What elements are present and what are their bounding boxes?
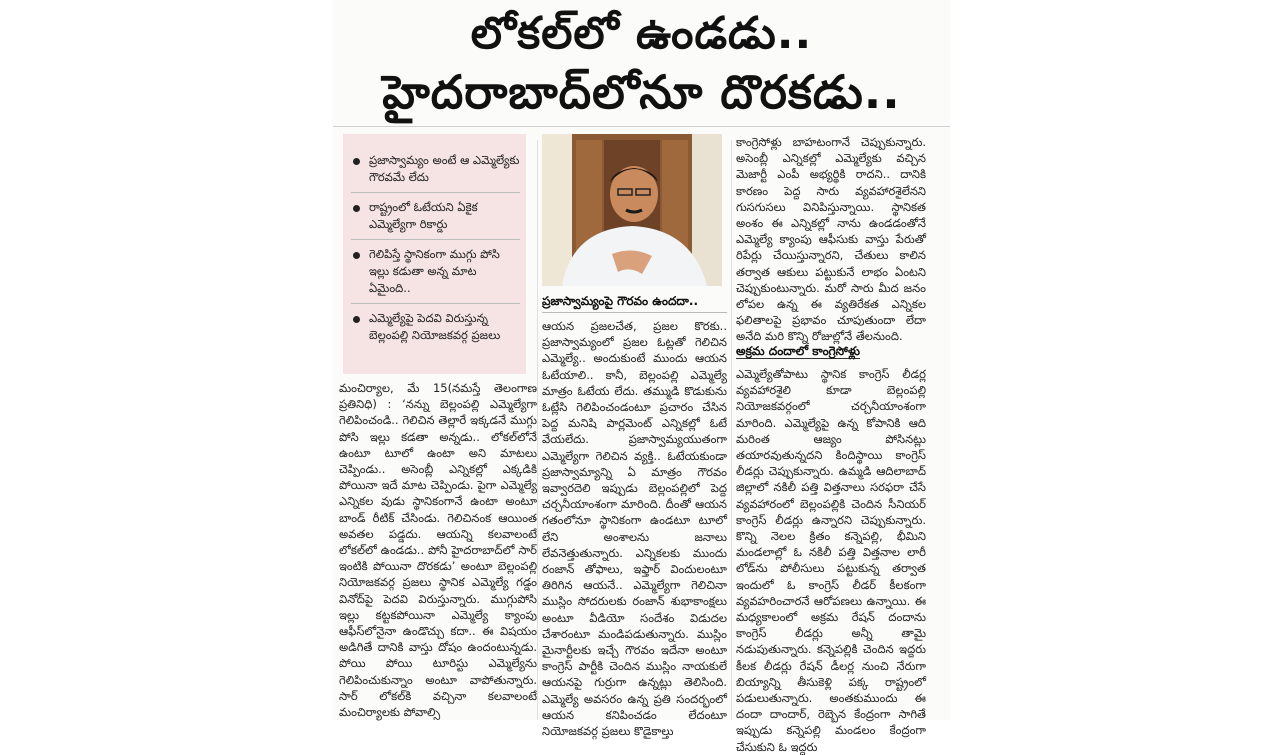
highlight-text: ప్రజాస్వామ్యం అంటే ఆ ఎమ్మెల్యేకు గౌరవమే లేదు: [369, 153, 520, 184]
photo-illustration: [542, 134, 722, 286]
subheading-text: అక్రమ దందాలో కాంగ్రెసోళ్లు: [736, 344, 860, 358]
article-paragraph: కాంగ్రెసోళ్లు బాహటంగానే చెప్పుకున్నారు. అసెంబ్లీ ఎన్నికల్లో ఎమ్మెల్యేకు వచ్చిన మెజార్టీ ఎంపీ అభ్యర్థికి రాదని.. దానికి కారణం పెద్ద సారు వ్యవహారశైలేనని గుసగుసలు వినిపిస్తున్నాయి. స్థానికత అంశం ఈ ఎన్నికల్లో నాను ఉండడంతోనే ఎమ్మెల్యే క్యాంపు ఆఫీసుకు వాస్తు పేరుతో రిపేర్లు చేయిస్తున్నారని, చేతులు కాలిన తర్వాత ఆకులు పట్టుకునే లాభం ఏంటని చెప్పుకుంటున్నారు. మరో సారు మీద జనం లోపల ఉన్న ఈ వ్యతిరేకత ఎన్నికల ఫలితాలపై ప్రభావం చూపుతుందా లేదా అనేది మరి కొన్ని రోజుల్లోనే తేలనుంది.: [736, 135, 926, 344]
article-column-3-bottom: [736, 366, 926, 754]
bullet-icon: [353, 316, 360, 323]
article-paragraph: మంచిర్యాల, మే 15(నమస్తే తెలంగాణ ప్రతినిధి) : ‘నన్ను బెల్లంపల్లి ఎమ్మెల్యేగా గెలిపించండి.. గెలిచిన తెల్లారే ఇక్కడనే ముగ్గు పోసి ఇల్లు కడతా అన్నడు.. లోకల్‌లోనే ఉంటూ టూలో ఉంటా అని మాటలు చెప్పిండు.. అసెంబ్లీ ఎన్నికల్లో ఎక్కడికి పోయినా ఇదే మాట చెప్పిండు. పైగా ఎమ్మెల్యే ఎన్నికల వుడు స్థానికంగానే ఉంటా అంటూ బాండ్ రీటిక్ చేసిండు. గెలిచినంక ఆయింత అవతల పడ్డదు. ఆయన్ని కలవాలంటే లోకల్‌లో ఉండడు.. పోనీ హైదరాబాద్‌లో సార్ ఇంటికి పోయినా దొరకడు’ అంటూ బెల్లంపల్లి నియోజకవర్గ ప్రజలు స్థానిక ఎమ్మెల్యే గడ్డం వినోద్‌పై పెదవి విరుస్తున్నారు. ముగ్గుపోసి ఇల్లు కట్టకపోయినా ఎమ్మెల్యే క్యాంపు ఆఫీస్‌లోనైనా ఉండొచ్చు కదా.. ఈ విషయం అడిగితే దానికి వాస్తు దోషం ఉందంటున్నడు. పోయి పోయి టూరిస్టు ఎమ్మెల్యేను గెలిపించుకున్నాం అంటూ వాపోతున్నారు. సార్ లోకల్‌కి వచ్చినా కలవాలంటే మంచిర్యాలకు పోవాల్సి: [339, 381, 537, 720]
bullet-icon: [353, 252, 360, 259]
article-column-1: [339, 380, 537, 720]
highlight-item: [351, 146, 520, 193]
article-column-2: [542, 318, 727, 739]
bullet-icon: [353, 205, 360, 212]
headline-divider: [333, 126, 950, 127]
highlight-text: గెలిపిస్తే స్థానికంగా ముగ్గు పోసి ఇల్లు కడుతా అన్న మాట ఏమైంది..: [369, 247, 500, 295]
headline-line-1: లోకల్‌లో ఉండడు..: [470, 8, 813, 59]
article-paragraph: ఎమ్మెల్యేతోపాటు స్థానిక కాంగ్రెస్ లీడర్ల వ్యవహారశైలి కూడా బెల్లంపల్లి నియోజకవర్గంలో చర్చనీయాంశంగా మారింది. ఎమ్మెల్యేపై ఉన్న కోపానికి ఆది మరింత ఆజ్యం పోసినట్లు తయారవుతున్నదని కిందిస్థాయి కాంగ్రెస్ లీడర్లు చెప్పుకున్నారు. ఉమ్మడి ఆదిలాబాద్ జిల్లాలో నకిలీ పత్తి విత్తనాలు సరఫరా చేసే వ్యవహారంలో బెల్లంపల్లికి చెందిన సీనియర్ కాంగ్రెస్ లీడర్లు ఉన్నారని చెప్పుకున్నారు. కొన్ని నెలల క్రితం కన్నెపల్లి, భీమిని మండలాల్లో ఓ నకిలీ పత్తి విత్తనాల లారీ లోడ్‌ను పోలీసులు పట్టుకున్న తర్వాత ఇందులో ఓ కాంగ్రెస్ లీడర్ కీలకంగా వ్యవహరించారనే ఆరోపణలు ఉన్నాయి. ఈ మధ్యకాలంలో అక్రమ రేషన్ దందాను కాంగ్రెస్ లీడర్లు అన్నీ తామై నడుపుతున్నారు. కన్నెపల్లికి చెందిన ఇద్దరు కీలక లీడర్లు రేషన్ డీలర్ల నుంచి నేరుగా బియ్యాన్ని తీసుకెళ్లి పక్క రాష్ట్రంలో పడులుతున్నారు. అంతకుముందు ఈ దందా దాందార్, రెబ్బెన కేంద్రంగా సాగితే ఇప్పుడు కన్నెపల్లి మండలం కేంద్రంగా చేసుకుని ఓ ఇద్దరు: [736, 367, 926, 754]
article-column-3-top: [736, 134, 926, 344]
highlight-item: [351, 304, 520, 350]
highlight-text: ఎమ్మెల్యేపై పెదవి విరుస్తున్న బెల్లంపల్లి నియోజకవర్గ ప్రజలు: [369, 311, 501, 342]
highlight-item: [351, 240, 520, 304]
article-paragraph: ఆయన ప్రజలచేత, ప్రజల కొరకు.. ప్రజాస్వామ్యంలో ప్రజల ఓట్లతో గెలిచిన ఎమ్మెల్యే.. అందుకుంటే ముందు ఆయన ఓటేయాలి.. కానీ, బెల్లంపల్లి ఎమ్మెల్యే మాత్రం ఓటేయ లేదు. తమ్ముడి కొడుకును ఓట్లేసి గెలిపించండంటూ ప్రచారం చేసిన పెద్ద మనిషి పార్లమెంట్ ఎన్నికల్లో ఓటే వేయలేదు. ప్రజాస్వామ్యయుతంగా ఎమ్మెల్యేగా గెలిచిన వ్యక్తి.. ఓటేయకుండా ప్రజాస్వామ్యాన్ని ఏ మాత్రం గౌరవం ఇవ్వారదెలి ఇప్పుడు బెల్లంపల్లిలో పెద్ద చర్చనీయాంశంగా మారింది. దీంతో ఆయన గతంలోనూ స్థానికంగా ఉండటూ టూలో లేని అంశాలను జనాలు లేవనెత్తుతున్నారు. ఎన్నికలకు ముందు రంజాన్ తోఫాలు, ఇఫ్తార్ విందులంటూ తిరిగిన ఆయనే.. ఎమ్మెల్యేగా గెలిచినా ముస్లిం సోదరులకు రంజాన్ శుభాకాంక్షలు అంటూ వీడియో సందేశం విడుదల చేశారంటూ మండిపడుతున్నారు. ముస్లిం మైనార్టీలకు ఇచ్చే గౌరవం ఇదేనా అంటూ కాంగ్రెస్ పార్టీకి చెందిన ముస్లిం నాయకులే ఆయనపై గుర్రుగా ఉన్నట్లు తెలిసింది. ఎమ్మెల్యే అవసరం ఉన్న ప్రతి సందర్భంలో ఆయన కనిపించడం లేదంటూ నియోజకవర్గ ప్రజలు కొడైకాల్తు: [542, 319, 727, 739]
highlight-item: [351, 193, 520, 240]
newspaper-page: [333, 0, 950, 754]
column-divider: [537, 140, 538, 720]
highlight-text: రాష్ట్రంలో ఓటేయని ఏకైక ఎమ్మెల్యేగా రికార్డు: [369, 200, 478, 231]
bullet-icon: [353, 158, 360, 165]
section-subheading: [736, 342, 926, 360]
column-divider: [731, 140, 732, 720]
highlights-box: [343, 134, 526, 374]
mla-photo: [542, 134, 722, 286]
headline-line-2: హైదరాబాద్‌లోనూ దొరకడు..: [382, 65, 901, 119]
photo-caption: ప్రజాస్వామ్యంపై గౌరవం ఉందదా..: [542, 292, 727, 313]
